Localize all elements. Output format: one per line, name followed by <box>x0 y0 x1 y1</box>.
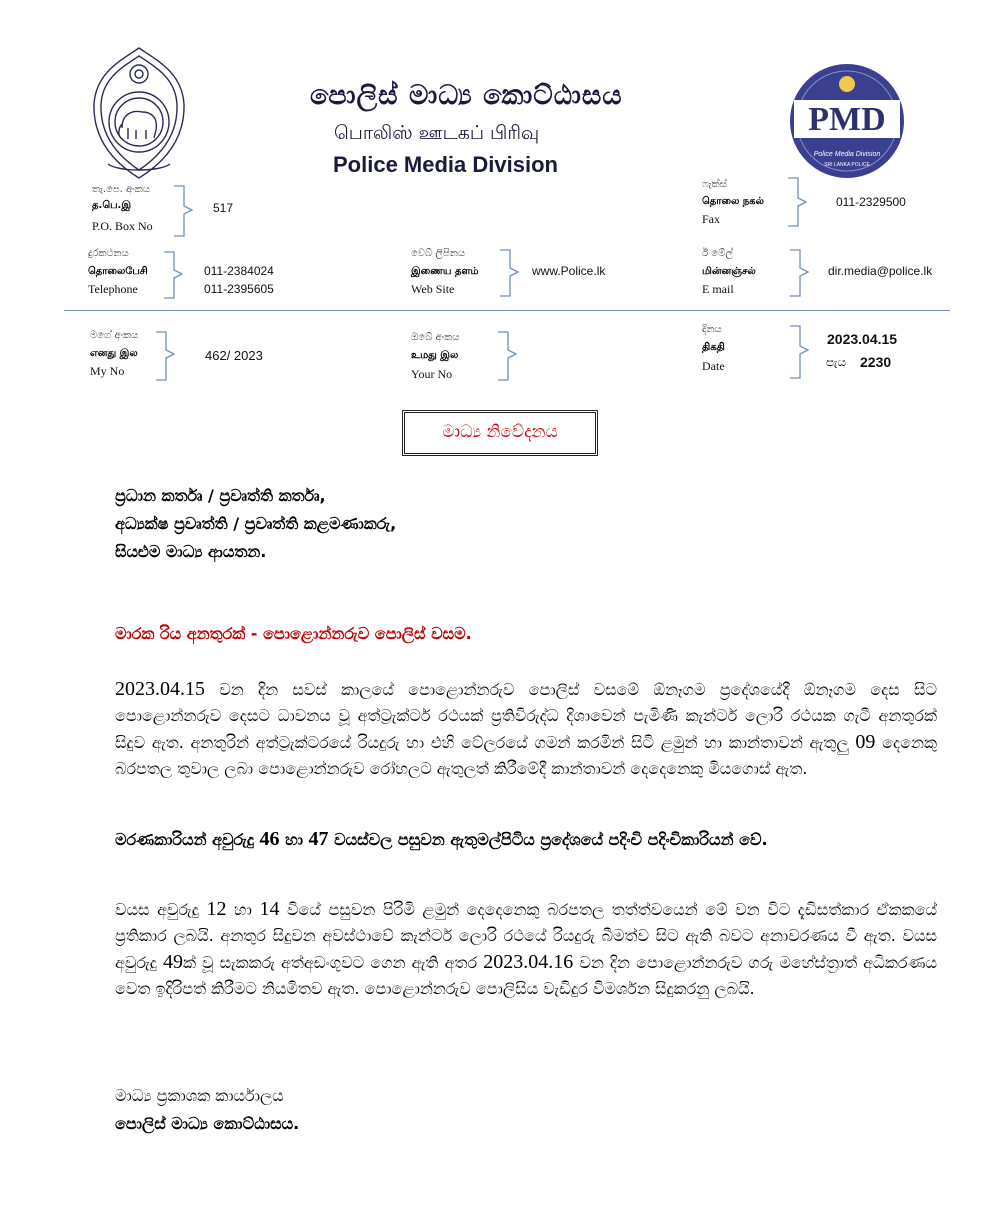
header-divider <box>64 310 950 311</box>
date-label-si: දිනය <box>702 324 722 335</box>
pmd-logo-sub-text: SRI LANKA POLICE <box>824 162 870 168</box>
title-sinhala: පොලිස් මාධ්‍ය කොට්ඨාසය <box>310 80 623 111</box>
myno-label-ta: எனது இல <box>90 348 138 359</box>
email-label-ta: மின்னஞ்சல் <box>702 266 756 277</box>
yourno-label-ta: உமது இல <box>411 350 459 361</box>
pmd-logo-ring-text: Police Media Division <box>813 151 881 158</box>
myno-value: 462/ 2023 <box>205 348 263 363</box>
addressee-line-3: සියළුම මාධ්‍ය ආයතන. <box>115 542 267 561</box>
paragraph-1: 2023.04.15 වන දින සවස් කාලයේ පොළොන්නරුව පොලිස් වසමේ ඕනෑගම ප්‍රදේශයේදී ඕනෑගම දෙස සිට පොළොන්නරුව දෙසට ධාවනය වූ අත්ට්‍රැක්ටර් රථයක් ප්‍රතිවිරුද්ධ දිශාවෙන් පැමිණි කැන්ටර් ලොරි රථයක ගැටී අනතුරක් සිදුව ඇත. අනතුරින් අත්ට්‍රැක්ටරයේ රියදුරු හා එහි ටේලරයේ ගමන් කරමින් සිටි ළමුන් හා කාන්තාවන් ඇතුලු 09 දෙනෙකු බරපතල තුවාල ලබා පොළොන්නරුව රෝහලට ඇතුලත් කිරීමේදී කාන්තාවන් දෙදෙනෙකු මියගොස් ඇත. <box>115 678 937 778</box>
telephone-label-si: දුරකථනය <box>88 248 129 259</box>
website-label-en: Web Site <box>411 282 455 296</box>
telephone-label-ta: தொலைபேசி <box>88 266 148 277</box>
pobox-value: 517 <box>213 201 234 215</box>
time-value: 2230 <box>860 354 892 370</box>
website-label-ta: இணைய தளம் <box>411 266 479 277</box>
yourno-label-en: Your No <box>411 367 453 381</box>
fax-label-si: ෆැක්ස් <box>702 179 727 190</box>
fax-label-en: Fax <box>702 212 720 226</box>
addressee-line-1: ප්‍රධාන කර්තෘ / ප්‍රවෘත්ති කර්තෘ, <box>115 486 326 505</box>
telephone-value-1: 011-2384024 <box>204 264 274 278</box>
email-value: dir.media@police.lk <box>828 264 933 278</box>
telephone-label-en: Telephone <box>88 282 138 296</box>
title-english: Police Media Division <box>333 152 558 177</box>
telephone-value-2: 011-2395605 <box>204 282 274 296</box>
pobox-label-ta: த.பெ.இ <box>92 200 132 211</box>
pobox-label-en: P.O. Box No <box>92 219 153 233</box>
fax-value: 011-2329500 <box>836 195 906 209</box>
email-label-en: E mail <box>702 282 734 296</box>
email-label-si: ඊ මේල් <box>702 248 733 259</box>
website-value: www.Police.lk <box>532 264 606 278</box>
time-label: පැය <box>826 355 847 369</box>
footer-line-1: මාධ්‍ය ප්‍රකාශක කාර්යාලය <box>115 1086 284 1105</box>
title-tamil: பொலிஸ் ஊடகப் பிரிவு <box>334 122 540 144</box>
myno-label-en: My No <box>90 364 125 378</box>
yourno-label-si: ඔබේ අංකය <box>411 332 460 343</box>
footer-line-2: පොලිස් මාධ්‍ය කොට්ඨාසය. <box>115 1114 300 1133</box>
date-label-ta: திகதி <box>702 342 725 353</box>
website-label-si: වෙබ් ලිපිනය <box>411 248 466 259</box>
pmd-logo-text: PMD <box>808 101 886 138</box>
paragraph-3: වයස අවුරුදු 12 හා 14 වියේ පසුවන පිරිමි ළමුන් දෙදෙනෙකු බරපතල තත්ත්වයෙන් මේ වන විට දැඩිසත්කාර ඒකකයේ ප්‍රතිකාර ලබයි. අනතුර සිදුවන අවස්ථාවේ කැන්ටර් ලොරි රථයේ රියදුරු බීමත්ව සිට ඇති බවට අනාවරණය වී ඇත. වයස අවුරුදු 49ක් වූ සැකකරු අත්අඩංගුවට ගෙන ඇති අතර 2023.04.16 වන දින පොළොන්නරුව ගරු මහේස්ත්‍රාත් අධිකරණය වෙත ඉදිරිපත් කිරීමට නියමිතව ඇත. පොළොන්නරුව පොලිසිය වැඩිදුර විමර්ශන සිදුකරනු ලබයි. <box>115 898 937 998</box>
date-label-en: Date <box>702 359 725 373</box>
paragraph-2: මරණකාරියන් අවුරුදු 46 හා 47 වයස්වල පසුවන ඇතුමල්පිටිය ප්‍රදේශයේ පදිංචි පදිංචිකාරියන් වේ. <box>115 828 768 850</box>
myno-label-si: මගේ අංකය <box>90 330 139 341</box>
news-headline: මාරක රිය අනතුරක් - පොළොන්නරුව පොලිස් වසම. <box>115 624 472 643</box>
pobox-label-si: තැ.පෙ. අංකය <box>92 184 151 195</box>
media-release-title: මාධ්‍ය නිවේදනය <box>402 410 598 456</box>
fax-label-ta: தொலை நகல் <box>702 196 764 207</box>
addressee-line-2: අධ්‍යක්ෂ ප්‍රවෘත්ති / ප්‍රවෘත්ති කළමණාකරු, <box>115 514 397 533</box>
date-value: 2023.04.15 <box>827 331 898 347</box>
